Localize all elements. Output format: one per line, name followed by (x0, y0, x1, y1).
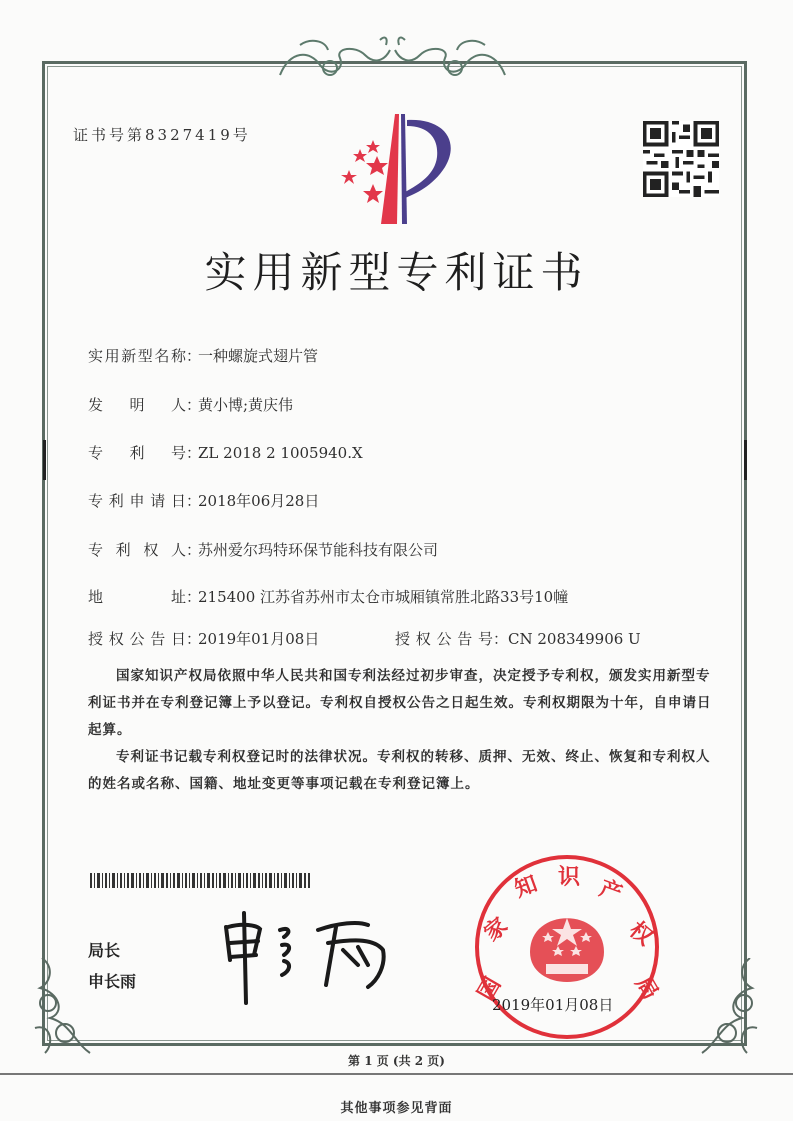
page-indicator: 第 1 页 (共 2 页) (348, 1054, 445, 1068)
field-label: 专利权人 (88, 541, 186, 559)
seal-date: 2019年01月08日 (492, 996, 614, 1014)
field-label: 专利号 (88, 444, 186, 462)
certificate-number: 证书号第8327419号 (73, 126, 251, 144)
frame-side-mark-left (43, 440, 46, 480)
svg-text:权: 权 (624, 917, 658, 951)
top-ornament-icon (270, 30, 515, 85)
field-address: 地址：215400 江苏省苏州市太仓市城厢镇常胜北路33号10幢 (88, 588, 569, 606)
field-announcement-date: 授权公告日：2019年01月08日 (88, 630, 320, 648)
corner-ornament-bottom-right-icon (692, 958, 762, 1058)
field-value: 2019年01月08日 (198, 630, 320, 648)
svg-text:识: 识 (558, 865, 581, 890)
field-application-date: 专利申请日：2018年06月28日 (88, 492, 320, 510)
field-label: 专利申请日 (88, 492, 186, 510)
svg-text:产: 产 (595, 876, 626, 908)
qr-code-icon (640, 121, 722, 197)
field-label: 发明人 (88, 396, 186, 414)
back-note: 其他事项参见背面 (340, 1101, 453, 1116)
svg-text:局: 局 (629, 972, 663, 1005)
signature-icon (218, 905, 398, 1005)
field-value: CN 208349906 U (508, 630, 641, 648)
cnipa-logo-icon (335, 112, 465, 224)
body-paragraph: 专利证书记载专利权登记时的法律状况。专利权的转移、质押、无效、终止、恢复和专利权人的姓名或名称、国籍、地址变更等事项记载在专利登记簿上。 (88, 749, 711, 792)
field-value: 苏州爱尔玛特环保节能科技有限公司 (198, 541, 439, 559)
field-value: 215400 江苏省苏州市太仓市城厢镇常胜北路33号10幢 (198, 588, 569, 606)
field-patentee: 专利权人：苏州爱尔玛特环保节能科技有限公司 (88, 541, 439, 559)
director-block (88, 935, 136, 997)
footer-divider (0, 1073, 793, 1075)
director-name: 申长雨 (88, 972, 137, 991)
field-label: 授权公告日 (88, 630, 186, 648)
svg-text:家: 家 (479, 913, 513, 947)
frame-side-mark (744, 440, 747, 480)
field-inventor: 发明人：黄小博;黄庆伟 (88, 396, 294, 414)
certificate-title: 实用新型专利证书 (204, 248, 589, 297)
field-value: 黄小博;黄庆伟 (198, 396, 294, 414)
field-utility-model-name: 实用新型名称：一种螺旋式翅片管 (88, 347, 319, 365)
body-paragraph: 国家知识产权局依照中华人民共和国专利法经过初步审查，决定授予专利权，颁发实用新型专利证书并在专利登记簿上予以登记。专利权自授权公告之日起生效。专利权期限为十年，自申请日起算。 (88, 668, 712, 738)
field-value: ZL 2018 2 1005940.X (198, 444, 363, 462)
director-title: 局长 (88, 941, 121, 960)
field-value: 一种螺旋式翅片管 (198, 347, 319, 365)
svg-text:国: 国 (473, 973, 507, 1005)
field-value: 2018年06月28日 (198, 492, 320, 510)
barcode-icon (90, 873, 310, 888)
certificate-body (88, 663, 713, 798)
svg-text:知: 知 (511, 871, 541, 903)
field-label: 地址 (88, 588, 186, 606)
field-announcement-number: 授权公告号：CN 208349906 U (395, 630, 641, 648)
field-label: 授权公告号 (395, 630, 493, 648)
field-label: 实用新型名称 (88, 347, 186, 365)
field-patent-number: 专利号：ZL 2018 2 1005940.X (88, 444, 363, 462)
